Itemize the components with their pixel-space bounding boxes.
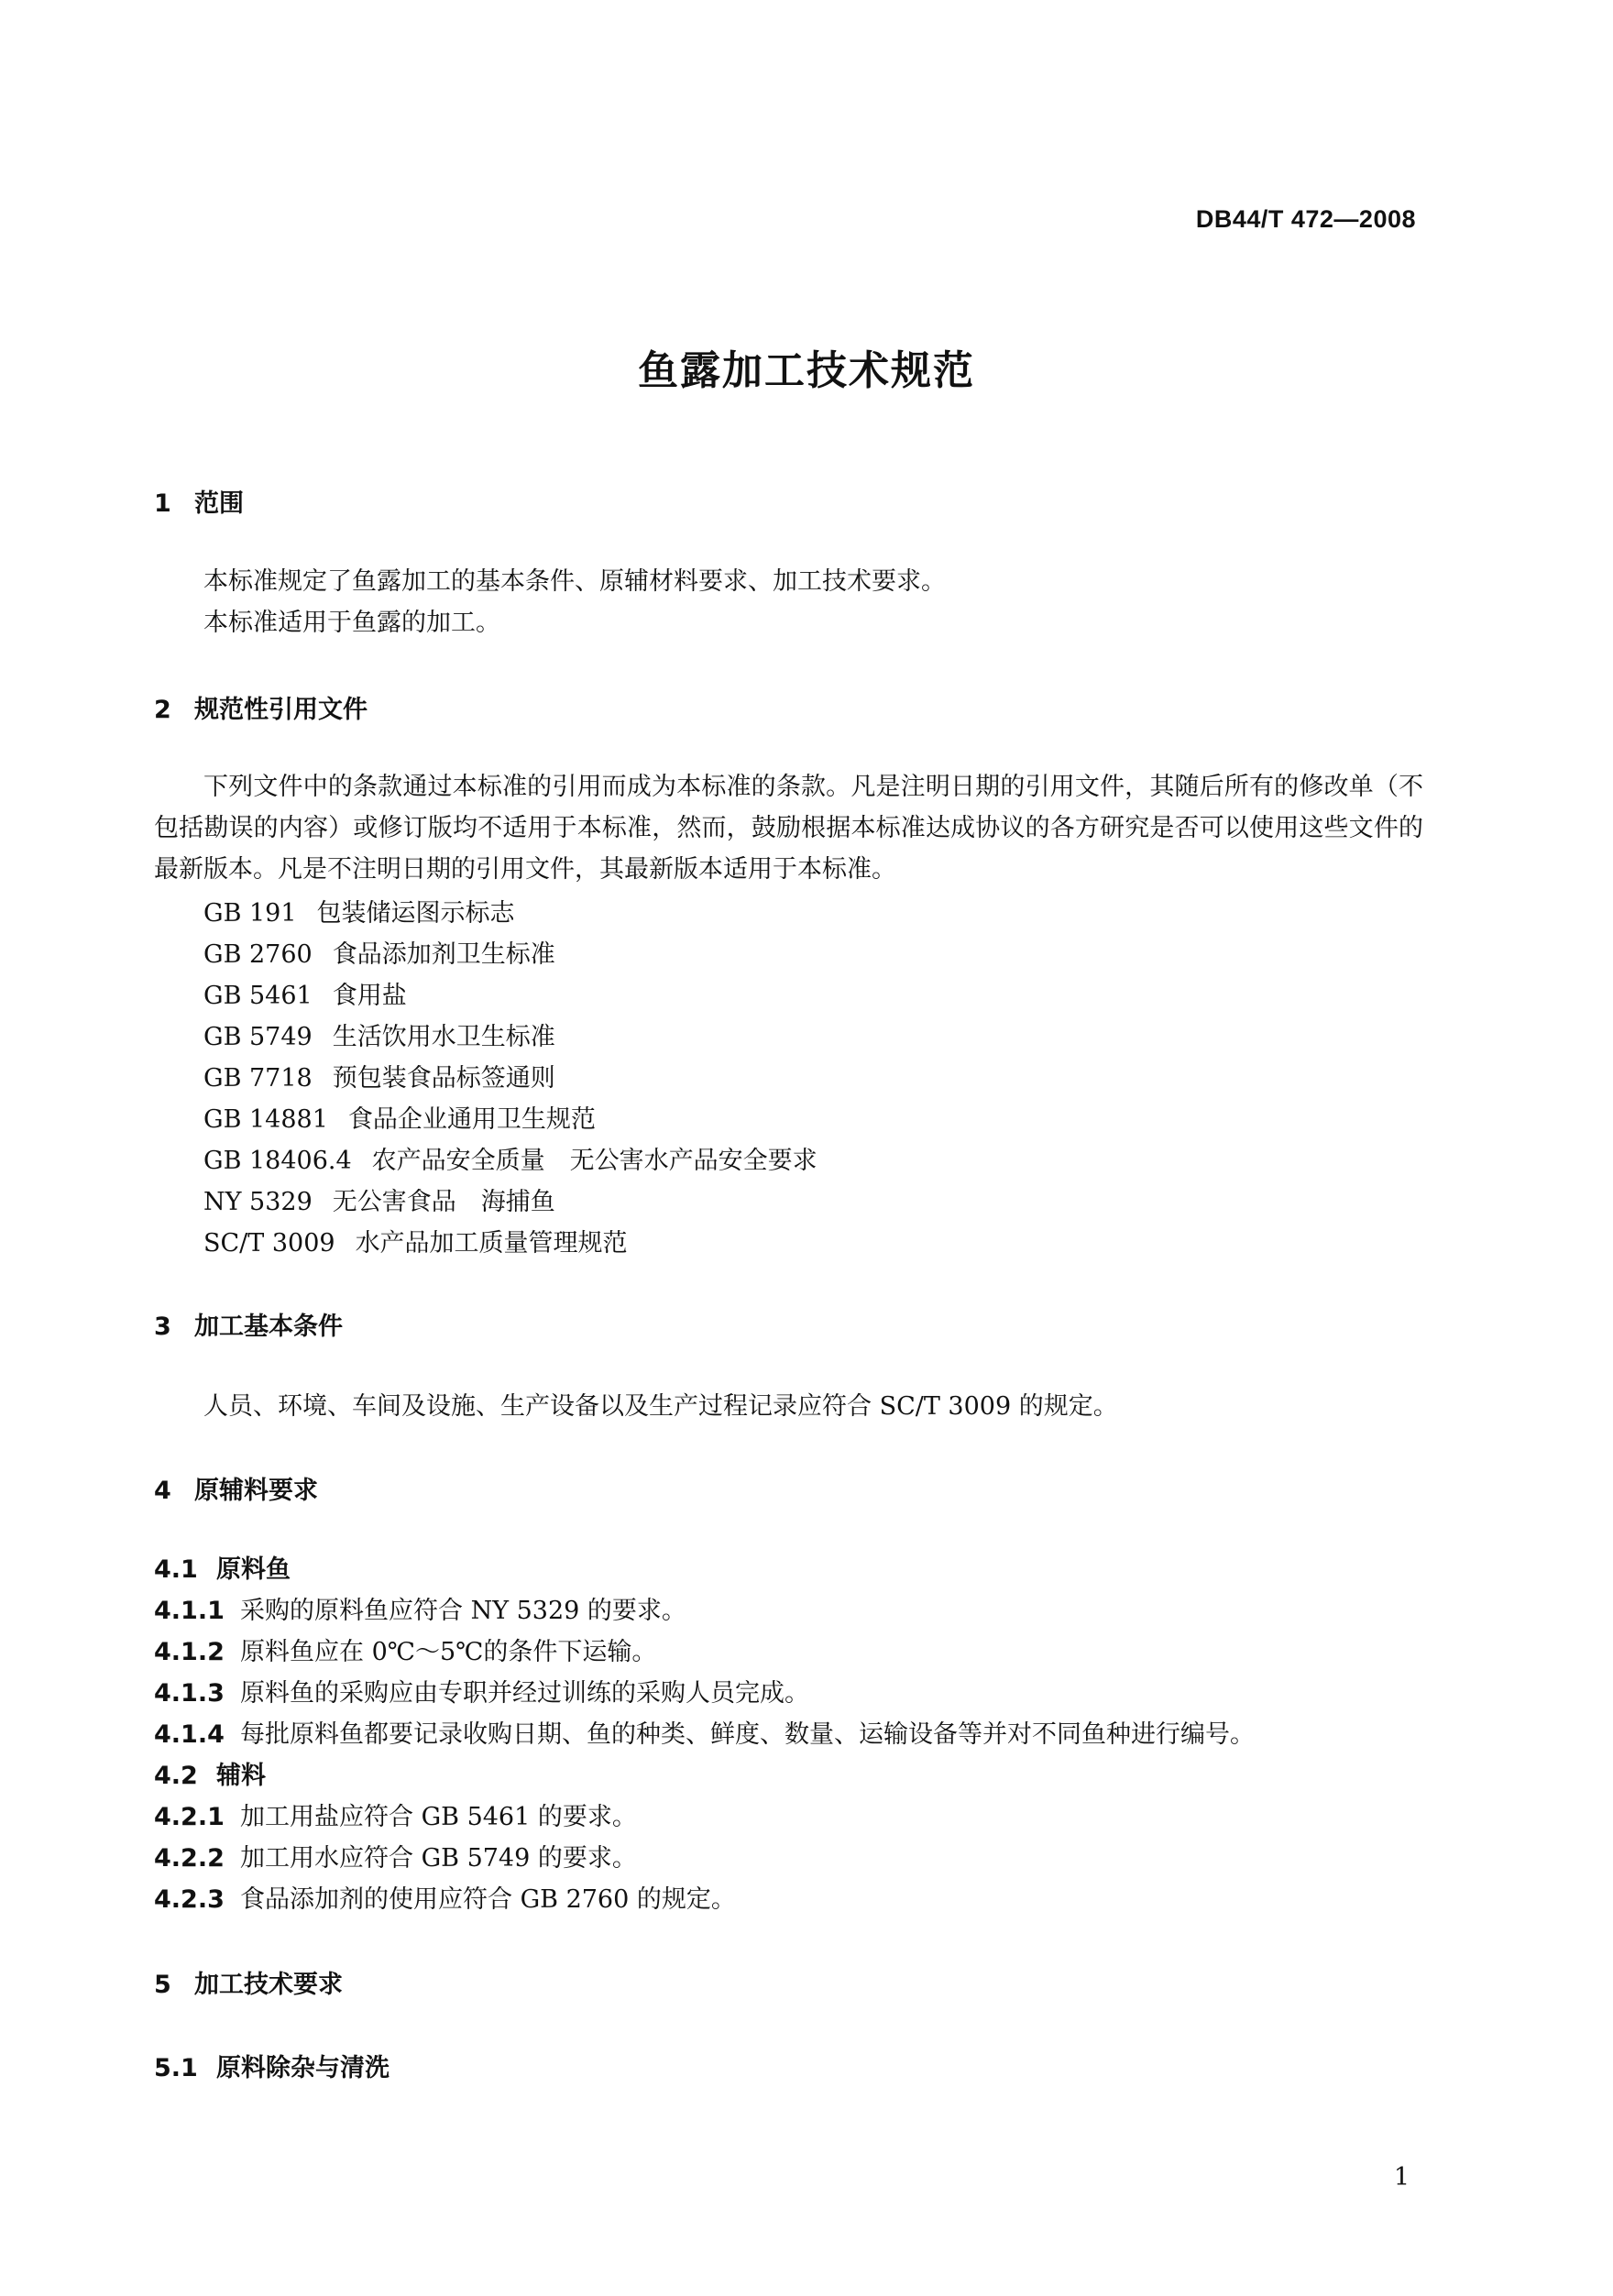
clause-number: 4.2.1 bbox=[154, 1803, 225, 1831]
section-number: 2 bbox=[154, 696, 171, 724]
clause-text: 食品添加剂的使用应符合 GB 2760 的规定。 bbox=[240, 1885, 736, 1914]
clause-number: 4.1.3 bbox=[154, 1679, 225, 1708]
subsection-number: 5.1 bbox=[154, 2054, 198, 2082]
subsection-5-1-heading bbox=[154, 2048, 390, 2083]
section-1-heading bbox=[154, 483, 244, 519]
clause-item bbox=[154, 1879, 736, 1915]
reference-item bbox=[203, 1099, 596, 1135]
section-number: 1 bbox=[154, 489, 171, 518]
clause-item bbox=[154, 1796, 637, 1832]
reference-name: 农产品安全质量 无公害水产品安全要求 bbox=[371, 1147, 817, 1175]
reference-item bbox=[203, 893, 515, 928]
reference-code: NY 5329 bbox=[203, 1188, 313, 1216]
clause-item bbox=[154, 1838, 637, 1873]
reference-item bbox=[203, 975, 407, 1011]
section-2-intro-paragraph: 下列文件中的条款通过本标准的引用而成为本标准的条款。凡是注明日期的引用文件，其随后所有的修改单（不包括勘误的内容）或修订版均不适用于本标准，然而，鼓励根据本标准达成协议的各方研究是否可以使用这些文件的最新版本。凡是不注明日期的引用文件，其最新版本适用于本标准。 bbox=[154, 773, 1423, 884]
section-5-heading bbox=[154, 1964, 343, 2000]
subsection-title: 原料鱼 bbox=[216, 1555, 291, 1584]
reference-item bbox=[203, 1181, 555, 1217]
section-2-heading bbox=[154, 689, 368, 725]
section-1-paragraph-2: 本标准适用于鱼露的加工。 bbox=[203, 609, 500, 637]
reference-code: GB 7718 bbox=[203, 1064, 313, 1093]
clause-text: 原料鱼应在 0℃～5℃的条件下运输。 bbox=[240, 1638, 657, 1666]
clause-item bbox=[154, 1673, 809, 1708]
clause-text: 原料鱼的采购应由专职并经过训练的采购人员完成。 bbox=[240, 1679, 809, 1708]
clause-item bbox=[154, 1590, 686, 1626]
subsection-4-1-heading bbox=[154, 1549, 291, 1585]
reference-code: GB 5749 bbox=[203, 1023, 313, 1051]
section-4-heading bbox=[154, 1470, 318, 1506]
reference-name: 食用盐 bbox=[332, 982, 407, 1010]
reference-code: SC/T 3009 bbox=[203, 1229, 335, 1258]
clause-text: 每批原料鱼都要记录收购日期、鱼的种类、鲜度、数量、运输设备等并对不同鱼种进行编号。 bbox=[240, 1720, 1255, 1749]
reference-name: 食品添加剂卫生标准 bbox=[332, 940, 555, 969]
reference-name: 包装储运图示标志 bbox=[316, 899, 515, 928]
reference-name: 无公害食品 海捕鱼 bbox=[332, 1188, 555, 1216]
reference-item bbox=[203, 1058, 555, 1093]
document-title: 鱼露加工技术规范 bbox=[638, 347, 975, 394]
subsection-title: 原料除杂与清洗 bbox=[216, 2054, 390, 2082]
section-number: 5 bbox=[154, 1971, 171, 1999]
section-title: 规范性引用文件 bbox=[194, 696, 368, 724]
reference-code: GB 191 bbox=[203, 899, 297, 928]
clause-number: 4.2.3 bbox=[154, 1885, 225, 1914]
subsection-title: 辅料 bbox=[216, 1762, 266, 1790]
section-number: 4 bbox=[154, 1477, 171, 1505]
clause-item bbox=[154, 1631, 656, 1667]
reference-name: 生活饮用水卫生标准 bbox=[332, 1023, 555, 1051]
standard-number: DB44/T 472—2008 bbox=[1195, 205, 1416, 233]
clause-text: 加工用水应符合 GB 5749 的要求。 bbox=[240, 1844, 637, 1873]
reference-name: 水产品加工质量管理规范 bbox=[355, 1229, 628, 1258]
clause-number: 4.2.2 bbox=[154, 1844, 225, 1873]
clause-text: 加工用盐应符合 GB 5461 的要求。 bbox=[240, 1803, 637, 1831]
section-title: 加工基本条件 bbox=[194, 1313, 343, 1341]
reference-item bbox=[203, 934, 555, 970]
reference-item bbox=[203, 1140, 817, 1176]
reference-code: GB 14881 bbox=[203, 1105, 328, 1134]
section-title: 范围 bbox=[194, 489, 244, 518]
section-1-paragraph-1: 本标准规定了鱼露加工的基本条件、原辅材料要求、加工技术要求。 bbox=[203, 567, 946, 596]
reference-code: GB 2760 bbox=[203, 940, 313, 969]
section-number: 3 bbox=[154, 1313, 171, 1341]
clause-number: 4.1.4 bbox=[154, 1720, 225, 1749]
reference-code: GB 18406.4 bbox=[203, 1147, 352, 1175]
clause-number: 4.1.2 bbox=[154, 1638, 225, 1666]
clause-item bbox=[154, 1714, 1255, 1750]
clause-text: 采购的原料鱼应符合 NY 5329 的要求。 bbox=[240, 1597, 686, 1625]
section-title: 加工技术要求 bbox=[194, 1971, 343, 1999]
reference-name: 预包装食品标签通则 bbox=[332, 1064, 555, 1093]
reference-item bbox=[203, 1223, 628, 1258]
section-3-heading bbox=[154, 1306, 343, 1342]
reference-name: 食品企业通用卫生规范 bbox=[347, 1105, 596, 1134]
section-title: 原辅料要求 bbox=[194, 1477, 318, 1505]
reference-code: GB 5461 bbox=[203, 982, 313, 1010]
section-3-paragraph: 人员、环境、车间及设施、生产设备以及生产过程记录应符合 SC/T 3009 的规定。 bbox=[203, 1392, 1118, 1421]
clause-number: 4.1.1 bbox=[154, 1597, 225, 1625]
subsection-number: 4.1 bbox=[154, 1555, 198, 1584]
reference-item bbox=[203, 1016, 555, 1052]
subsection-4-2-heading bbox=[154, 1755, 266, 1791]
page-number: 1 bbox=[1393, 2163, 1410, 2192]
subsection-number: 4.2 bbox=[154, 1762, 198, 1790]
